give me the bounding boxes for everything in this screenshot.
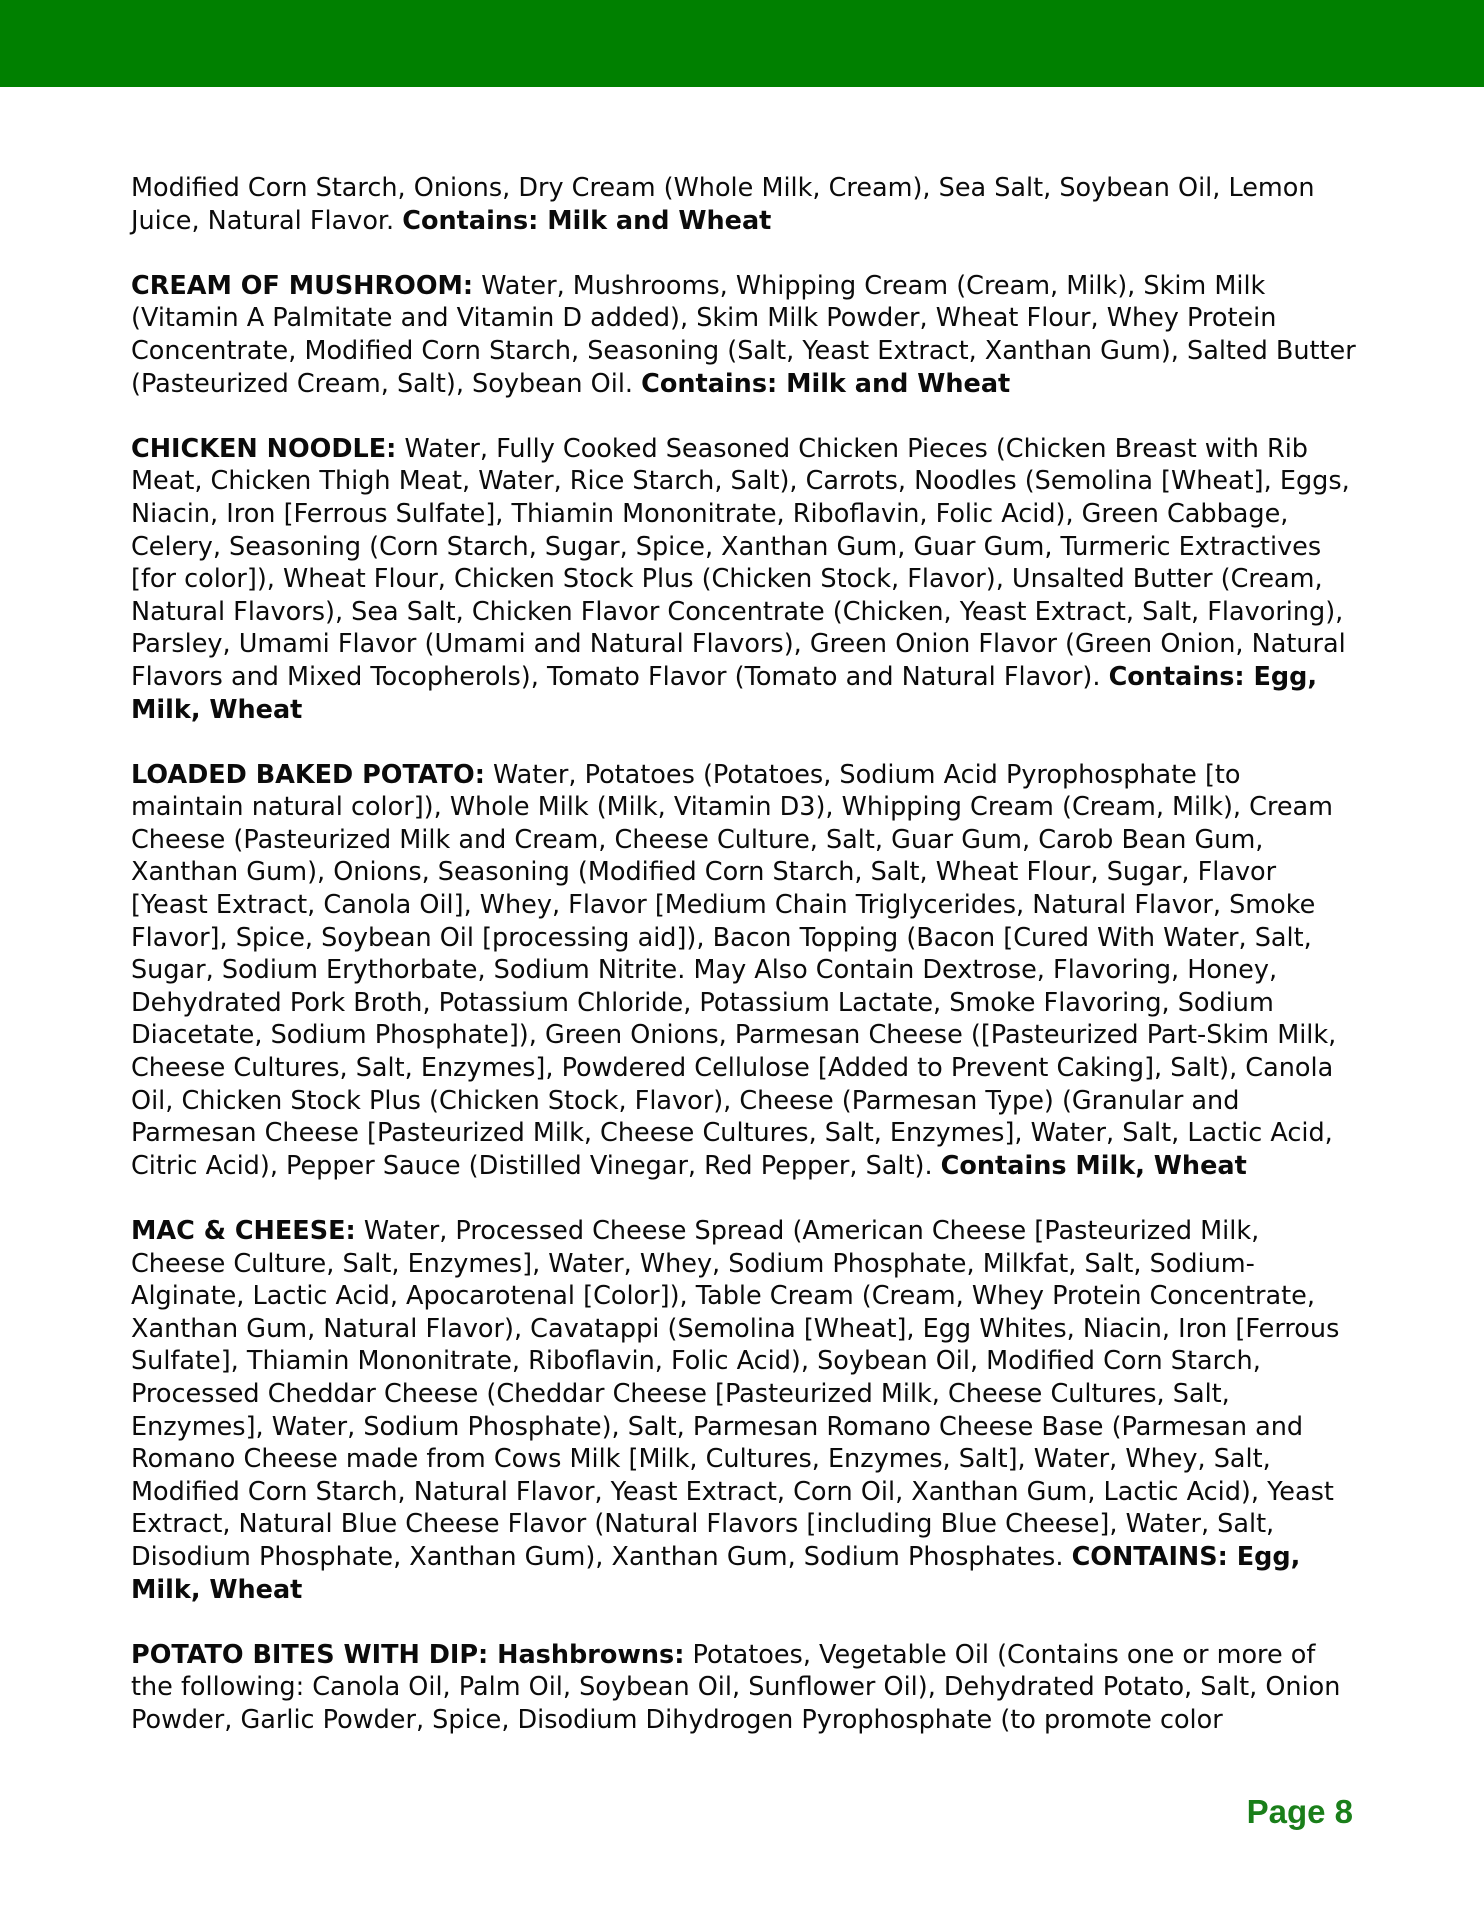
paragraph-mac-and-cheese	[131, 1215, 1357, 1606]
paragraph-body: Water, Potatoes (Potatoes, Sodium Acid Pyrophosphate [to maintain natural color]), Whole Milk (Milk, Vitamin D3), Whipping Cream (Cream, Milk), Cream Cheese (Pasteurized Milk and Cream, Cheese Culture, Salt, Guar Gum, Carob Bean Gum, Xanthan Gum), Onions, Seasoning (Modified Corn Starch, Salt, Wheat Flour, Sugar, Flavor [Yeast Extract, Canola Oil], Whey, Flavor [Medium Chain Triglycerides, Natural Flavor, Smoke Flavor], Spice, Soybean Oil [processing aid]), Bacon Topping (Bacon [Cured With Water, Salt, Sugar, Sodium Erythorbate, Sodium Nitrite. May Also Contain Dextrose, Flavoring, Honey, Dehydrated Pork Broth, Potassium Chloride, Potassium Lactate, Smoke Flavoring, Sodium Diacetate, Sodium Phosphate]), Green Onions, Parmesan Cheese ([Pasteurized Part-Skim Milk, Cheese Cultures, Salt, Enzymes], Powdered Cellulose [Added to Prevent Caking], Salt), Canola Oil, Chicken Stock Plus (Chicken Stock, Flavor), Cheese (Parmesan Type) (Granular and Parmesan Cheese [Pasteurized Milk, Cheese Cultures, Salt, Enzymes], Water, Salt, Lactic Acid, Citric Acid), Pepper Sauce (Distilled Vinegar, Red Pepper, Salt).	[131, 759, 1337, 1181]
header-bar	[0, 0, 1484, 87]
paragraph-chicken-noodle	[131, 433, 1357, 726]
product-heading: CREAM OF MUSHROOM:	[131, 270, 474, 301]
paragraph-potato-bites	[131, 1639, 1357, 1737]
product-heading: MAC & CHEESE:	[131, 1216, 356, 1246]
allergen-statement: Contains: Milk and Wheat	[402, 205, 772, 236]
ingredients-list	[131, 172, 1357, 1769]
paragraph-body: Modified Corn Starch, Onions, Dry Cream (Whole Milk, Cream), Sea Salt, Soybean Oil, Lemon Juice, Natural Flavor.	[131, 173, 1315, 236]
product-heading: LOADED BAKED POTATO:	[131, 759, 485, 790]
allergen-statement: CONTAINS: Egg, Milk, Wheat	[131, 1541, 1301, 1605]
allergen-statement: Contains: Milk and Wheat	[641, 368, 1011, 399]
paragraph-body: Water, Mushrooms, Whipping Cream (Cream, Milk), Skim Milk (Vitamin A Palmitate and Vitamin D added), Skim Milk Powder, Wheat Flour, Whey Protein Concentrate, Modified Corn Starch, Seasoning (Salt, Yeast Extract, Xanthan Gum), Salted Butter (Pasteurized Cream, Salt), Soybean Oil.	[131, 270, 1356, 399]
paragraph-body: Water, Processed Cheese Spread (American Cheese [Pasteurized Milk, Cheese Culture, Salt, Enzymes], Water, Whey, Sodium Phosphate, Milkfat, Salt, Sodium-Alginate, Lactic Acid, Apocarotenal [Color]), Table Cream (Cream, Whey Protein Concentrate, Xanthan Gum, Natural Flavor), Cavatappi (Semolina [Wheat], Egg Whites, Niacin, Iron [Ferrous Sulfate], Thiamin Mononitrate, Riboflavin, Folic Acid), Soybean Oil, Modified Corn Starch, Processed Cheddar Cheese (Cheddar Cheese [Pasteurized Milk, Cheese Cultures, Salt, Enzymes], Water, Sodium Phosphate), Salt, Parmesan Romano Cheese Base (Parmesan and Romano Cheese made from Cows Milk [Milk, Cultures, Enzymes, Salt], Water, Whey, Salt, Modified Corn Starch, Natural Flavor, Yeast Extract, Corn Oil, Xanthan Gum, Lactic Acid), Yeast Extract, Natural Blue Cheese Flavor (Natural Flavors [including Blue Cheese], Water, Salt, Disodium Phosphate, Xanthan Gum), Xanthan Gum, Sodium Phosphates.	[131, 1216, 1340, 1572]
paragraph-loaded-baked-potato	[131, 759, 1357, 1183]
paragraph-cream-of-mushroom	[131, 270, 1357, 400]
page-number: Page 8	[1246, 1793, 1353, 1830]
product-heading: CHICKEN NOODLE:	[131, 433, 397, 464]
product-heading: POTATO BITES WITH DIP: Hashbrowns:	[131, 1639, 685, 1670]
allergen-statement: Contains Milk, Wheat	[940, 1150, 1247, 1181]
paragraph-continuation	[131, 172, 1357, 237]
paragraph-body: Water, Fully Cooked Seasoned Chicken Pieces (Chicken Breast with Rib Meat, Chicken Thigh Meat, Water, Rice Starch, Salt), Carrots, Noodles (Semolina [Wheat], Eggs, Niacin, Iron [Ferrous Sulfate], Thiamin Mononitrate, Riboflavin, Folic Acid), Green Cabbage, Celery, Seasoning (Corn Starch, Sugar, Spice, Xanthan Gum, Guar Gum, Turmeric Extractives [for color]), Wheat Flour, Chicken Stock Plus (Chicken Stock, Flavor), Unsalted Butter (Cream, Natural Flavors), Sea Salt, Chicken Flavor Concentrate (Chicken, Yeast Extract, Salt, Flavoring), Parsley, Umami Flavor (Umami and Natural Flavors), Green Onion Flavor (Green Onion, Natural Flavors and Mixed Tocopherols), Tomato Flavor (Tomato and Natural Flavor).	[131, 433, 1350, 692]
paragraph-body: Potatoes, Vegetable Oil (Contains one or more of the following: Canola Oil, Palm Oil, Soybean Oil, Sunflower Oil), Dehydrated Potato, Salt, Onion Powder, Garlic Powder, Spice, Disodium Dihydrogen Pyrophosphate (to promote color	[131, 1639, 1341, 1735]
allergen-statement: Contains: Egg, Milk, Wheat	[131, 661, 1318, 725]
